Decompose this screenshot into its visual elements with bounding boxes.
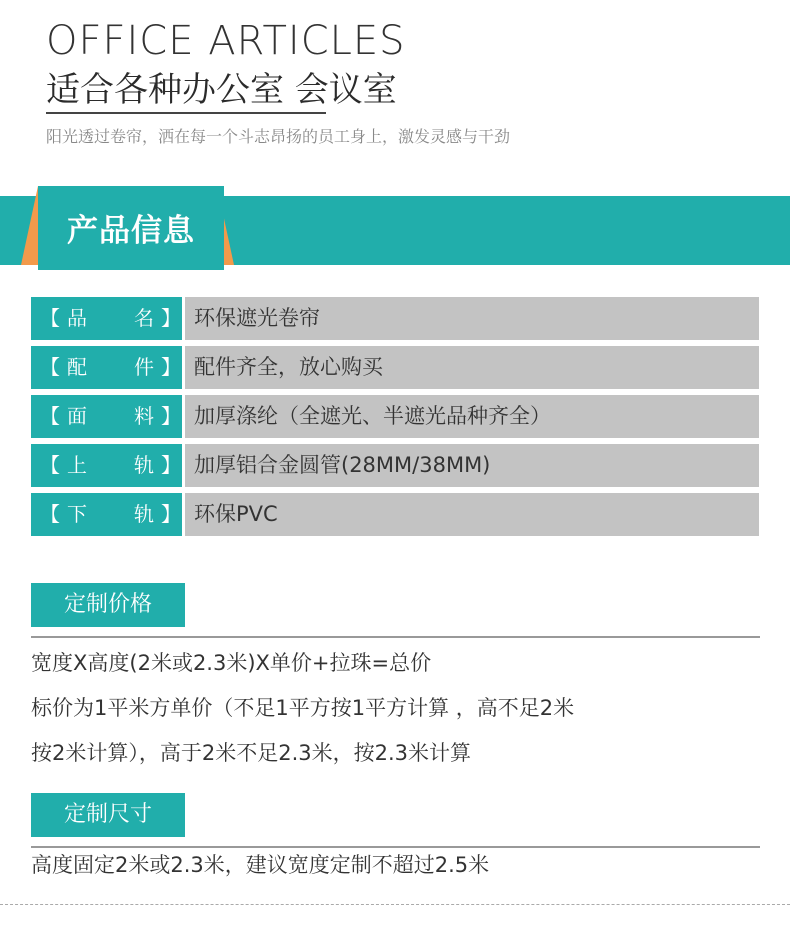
bracket-open: 【 (40, 453, 60, 477)
section-banner-title: 产品信息 (67, 213, 195, 249)
bottom-dashed-divider (0, 904, 790, 905)
info-row-accessories (31, 346, 759, 389)
info-row-value: 配件齐全，放心购买 (185, 346, 759, 389)
bracket-open: 【 (40, 355, 60, 379)
info-row-label (31, 297, 182, 340)
size-section-tag: 定制尺寸 (31, 793, 185, 837)
price-section-tag: 定制价格 (31, 583, 185, 627)
info-row-value: 环保遮光卷帘 (185, 297, 759, 340)
bracket-close: 】 (161, 502, 181, 526)
bracket-close: 】 (161, 355, 181, 379)
bracket-close: 】 (161, 404, 181, 428)
bracket-open: 【 (40, 306, 60, 330)
subtitle: 阳光透过卷帘，洒在每一个斗志昂扬的员工身上，激发灵感与干劲 (46, 127, 511, 146)
label-char-1: 品 (67, 306, 87, 330)
bracket-open: 【 (40, 502, 60, 526)
info-row-value: 加厚涤纶（全遮光、半遮光品种齐全） (185, 395, 759, 438)
label-char-2: 名 (134, 306, 154, 330)
title-underline (46, 112, 326, 114)
product-info-table (31, 297, 759, 542)
label-char-2: 件 (134, 355, 154, 379)
size-section-rule (31, 846, 760, 848)
label-char-2: 轨 (134, 453, 154, 477)
title-chinese: 适合各种办公室 会议室 (46, 70, 397, 110)
label-char-1: 面 (67, 404, 87, 428)
price-section-rule (31, 636, 760, 638)
info-row-name (31, 297, 759, 340)
bracket-close: 】 (161, 453, 181, 477)
title-english: OFFICE ARTICLES (46, 18, 406, 64)
info-row-value: 加厚铝合金圆管(28MM/38MM) (185, 444, 759, 487)
bracket-open: 【 (40, 404, 60, 428)
info-row-top-rail (31, 444, 759, 487)
price-line: 标价为1平米方单价（不足1平方按1平方计算 ，高不足2米 (31, 696, 575, 720)
bracket-close: 】 (161, 306, 181, 330)
info-row-label (31, 346, 182, 389)
info-row-fabric (31, 395, 759, 438)
price-line: 宽度X高度(2米或2.3米)X单价+拉珠=总价 (31, 651, 432, 675)
price-line: 按2米计算），高于2米不足2.3米，按2.3米计算 (31, 741, 472, 765)
size-line: 高度固定2米或2.3米，建议宽度定制不超过2.5米 (31, 853, 490, 877)
info-row-label (31, 395, 182, 438)
label-char-1: 配 (67, 355, 87, 379)
label-char-1: 上 (67, 453, 87, 477)
info-row-bottom-rail (31, 493, 759, 536)
info-row-value: 环保PVC (185, 493, 759, 536)
info-row-label (31, 444, 182, 487)
label-char-2: 轨 (134, 502, 154, 526)
label-char-1: 下 (67, 502, 87, 526)
label-char-2: 料 (134, 404, 154, 428)
info-row-label (31, 493, 182, 536)
